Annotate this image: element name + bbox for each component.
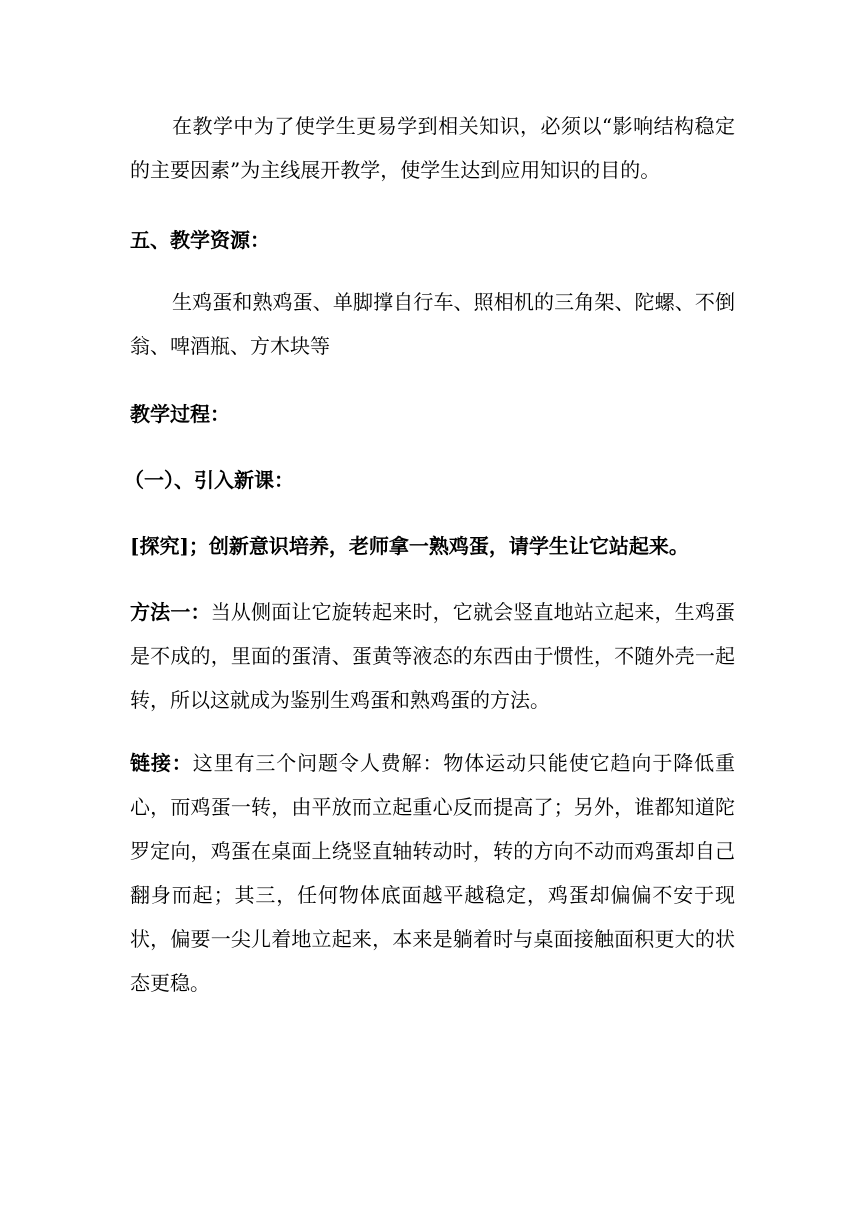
paragraph-teaching-approach: 在教学中为了使学生更易学到相关知识，必须以“影响结构稳定的主要因素”为主线展开教学，使学生达到应用知识的目的。	[130, 114, 735, 182]
heading-teaching-process: 教学过程：	[130, 402, 230, 426]
heading-teaching-resources: 五、教学资源：	[130, 228, 270, 252]
link-text: 这里有三个问题令人费解：物体运动只能使它趋向于降低重心，而鸡蛋一转，由平放而立起重心反而提高了；另外，谁都知道陀罗定向，鸡蛋在桌面上绕竖直轴转动时，转的方向不动而鸡蛋却自己翻身而起；其三，任何物体底面越平越稳定，鸡蛋却偏偏不安于现状，偏要一尖儿着地立起来，本来是躺着时与桌面接触面积更大的状态更稳。	[130, 751, 736, 995]
method-one-label: 方法一：	[130, 600, 211, 624]
link-label: 链接：	[130, 751, 193, 775]
paragraph-link-note	[130, 741, 735, 1005]
paragraph-resources-list: 生鸡蛋和熟鸡蛋、单脚撑自行车、照相机的三角架、陀螺、不倒翁、啤酒瓶、方木块等	[130, 290, 735, 358]
method-one-text: 当从侧面让它旋转起来时，它就会竖直地站立起来，生鸡蛋是不成的，里面的蛋清、蛋黄等液态的东西由于惯性，不随外壳一起转，所以这就成为鉴别生鸡蛋和熟鸡蛋的方法。	[130, 600, 736, 712]
paragraph-explore-task: [探究]；创新意识培养，老师拿一熟鸡蛋，请学生让它站起来。	[130, 534, 689, 558]
heading-introduce-new-lesson: （一）、引入新课：	[124, 468, 294, 492]
paragraph-method-one	[130, 590, 735, 722]
